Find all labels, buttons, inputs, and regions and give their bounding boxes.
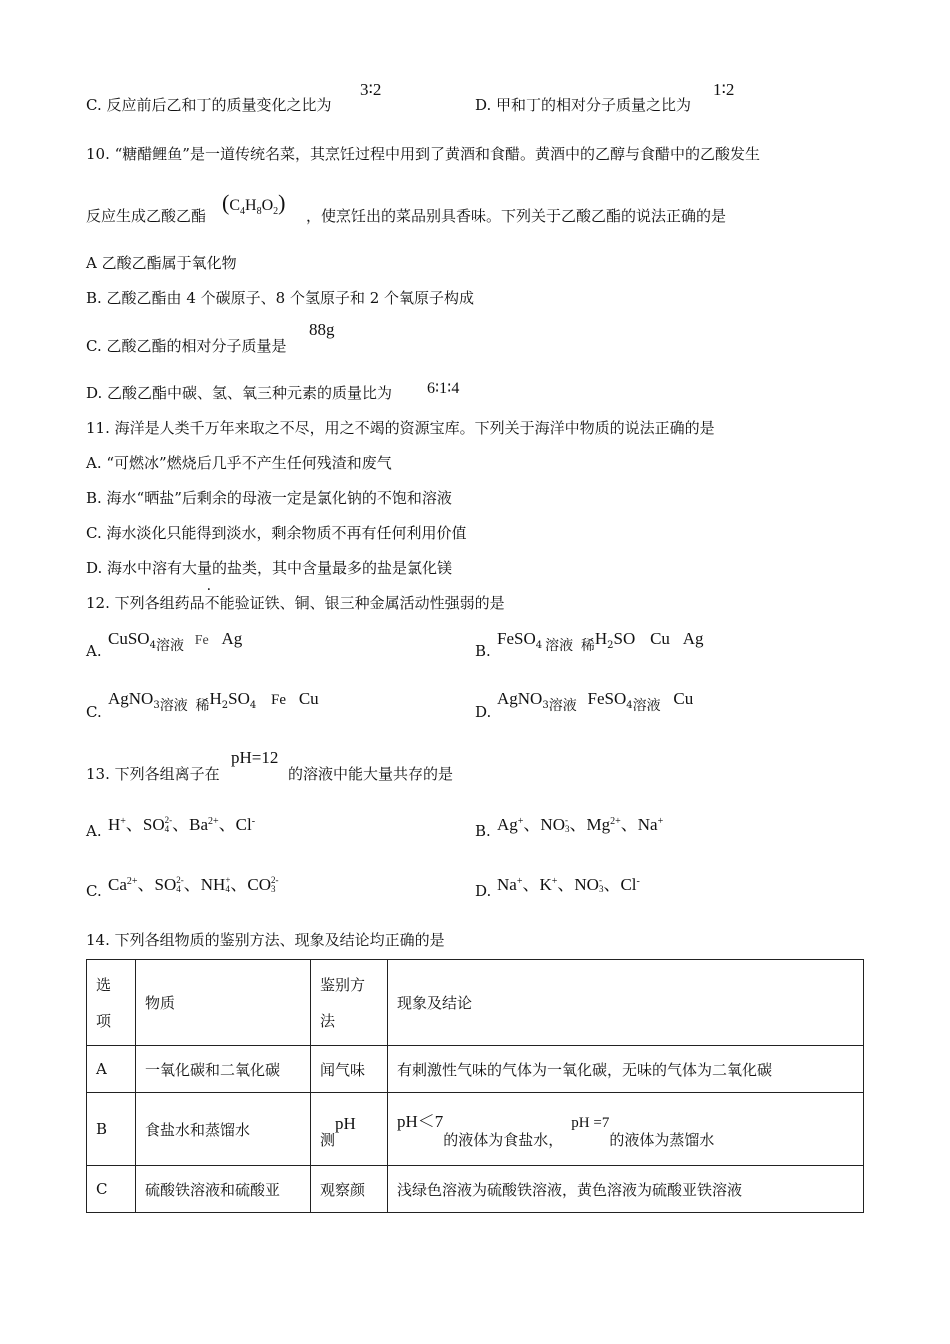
q10-stem-line1: 10. “糖醋鲤鱼”是一道传统名菜，其烹饪过程中用到了黄酒和食醋。黄酒中的乙醇与食醋中的乙酸发生 bbox=[86, 145, 760, 163]
q11-stem: 11. 海洋是人类千万年来取之不尽，用之不竭的资源宝库。下列关于海洋中物质的说法正确的是 bbox=[86, 419, 715, 437]
q11-option-a: A. “可燃冰”燃烧后几乎不产生任何残渣和废气 bbox=[86, 454, 392, 472]
q13-option-b-label: B. bbox=[475, 822, 491, 840]
q12-stem: 12. 下列各组药品不能验证铁、铜、银三种金属活动性强弱的是 bbox=[86, 594, 505, 612]
row-method: 闻气味 bbox=[311, 1046, 388, 1093]
row-substance: 一氧化碳和二氧化碳 bbox=[136, 1046, 311, 1093]
q10-option-b: B. 乙酸乙酯由 4 个碳原子、8 个氢原子和 2 个氧原子构成 bbox=[86, 289, 475, 307]
row-substance: 硫酸铁溶液和硫酸亚 bbox=[136, 1166, 311, 1213]
q9-option-c: C. 反应前后乙和丁的质量变化之比为 bbox=[86, 96, 332, 114]
row-result: pH＜7的液体为食盐水，pH =7的液体为蒸馏水 bbox=[388, 1093, 864, 1166]
q12-option-a-label: A. bbox=[86, 642, 102, 660]
emphasis-dot: 不 bbox=[204, 594, 220, 612]
q10-stem-line2-end: ，使烹饪出的菜品别具香味。下列关于乙酸乙酯的说法正确的是 bbox=[306, 207, 727, 225]
q10-option-c-value: 88g bbox=[309, 320, 335, 339]
q9-option-d: D. 甲和丁的相对分子质量之比为 bbox=[475, 96, 692, 114]
q10-stem-line2-start: 反应生成乙酸乙酯 bbox=[86, 207, 207, 225]
q10-option-d-value: 6∶1∶4 bbox=[427, 380, 460, 397]
q9-option-d-ratio: 1∶2 bbox=[713, 80, 735, 99]
row-option: C bbox=[87, 1166, 136, 1213]
q11-option-d: D. 海水中溶有大量的盐类，其中含量最多的盐是氯化镁 bbox=[86, 559, 453, 577]
row-method: 测pH bbox=[311, 1093, 388, 1166]
q13-option-c: $Ca^{2+}$、SO 2- 4 、NH + 4 、CO 2- 3 bbox=[108, 875, 279, 894]
q12-option-b-label: B. bbox=[475, 642, 491, 660]
row-option: B bbox=[87, 1093, 136, 1166]
row-result: 浅绿色溶液为硫酸铁溶液，黄色溶液为硫酸亚铁溶液 bbox=[388, 1166, 864, 1213]
q12-option-d-label: D. bbox=[475, 703, 492, 721]
q13-option-a: H+、SO 2- 4 、$Ba^{2+}$、Cl- bbox=[108, 815, 256, 834]
q9-option-c-ratio: 3∶2 bbox=[360, 80, 382, 99]
row-substance: 食盐水和蒸馏水 bbox=[136, 1093, 311, 1166]
q12-option-b: FeSO$_4$ 溶液 稀$H_2SO$ Cu Ag bbox=[497, 629, 704, 654]
q10-option-d: D. 乙酸乙酯中碳、氢、氧三种元素的质量比为 bbox=[86, 384, 393, 402]
table-row bbox=[87, 1046, 864, 1093]
q13-option-c-label: C. bbox=[86, 882, 102, 900]
q12-option-a: CuSO$_4$溶液 Fe Ag bbox=[108, 629, 243, 654]
header-option: 选 项 bbox=[87, 960, 136, 1046]
q13-option-b: Ag+、NO - 3 、$Mg^{2+}$、Na+ bbox=[497, 815, 664, 834]
q13-ph-value: pH=12 bbox=[231, 748, 279, 767]
q13-stem-start: 13. 下列各组离子在 bbox=[86, 765, 220, 783]
q10-option-a: A 乙酸乙酯属于氧化物 bbox=[86, 254, 237, 272]
q11-option-b: B. 海水“晒盐”后剩余的母液一定是氯化钠的不饱和溶液 bbox=[86, 489, 452, 507]
header-substance: 物质 bbox=[136, 960, 311, 1046]
row-method: 观察颜 bbox=[311, 1166, 388, 1213]
q12-option-c: AgNO$_3$溶液 稀$H_2SO_4$ Fe Cu bbox=[108, 689, 319, 714]
q14-table bbox=[86, 959, 864, 1213]
row-result: 有刺激性气味的气体为一氧化碳，无味的气体为二氧化碳 bbox=[388, 1046, 864, 1093]
row-option: A bbox=[87, 1046, 136, 1093]
header-method: 鉴别方 法 bbox=[311, 960, 388, 1046]
table-row bbox=[87, 1166, 864, 1213]
q14-stem: 14. 下列各组物质的鉴别方法、现象及结论均正确的是 bbox=[86, 931, 445, 949]
q13-option-d-label: D. bbox=[475, 882, 492, 900]
table-row bbox=[87, 1093, 864, 1166]
q13-option-a-label: A. bbox=[86, 822, 102, 840]
q12-option-c-label: C. bbox=[86, 703, 102, 721]
header-result: 现象及结论 bbox=[388, 960, 864, 1046]
q11-option-c: C. 海水淡化只能得到淡水，剩余物质不再有任何利用价值 bbox=[86, 524, 467, 542]
q10-formula: $(C_4H_8O_2)$ bbox=[222, 190, 286, 217]
q10-option-c: C. 乙酸乙酯的相对分子质量是 bbox=[86, 337, 287, 355]
table-header-row bbox=[87, 960, 864, 1046]
q13-option-d: Na+、K+、NO - 3 、Cl- bbox=[497, 875, 640, 894]
q13-stem-end: 的溶液中能大量共存的是 bbox=[288, 765, 454, 783]
q12-option-d: AgNO$_3$溶液 FeSO$_4$溶液 Cu bbox=[497, 689, 694, 714]
